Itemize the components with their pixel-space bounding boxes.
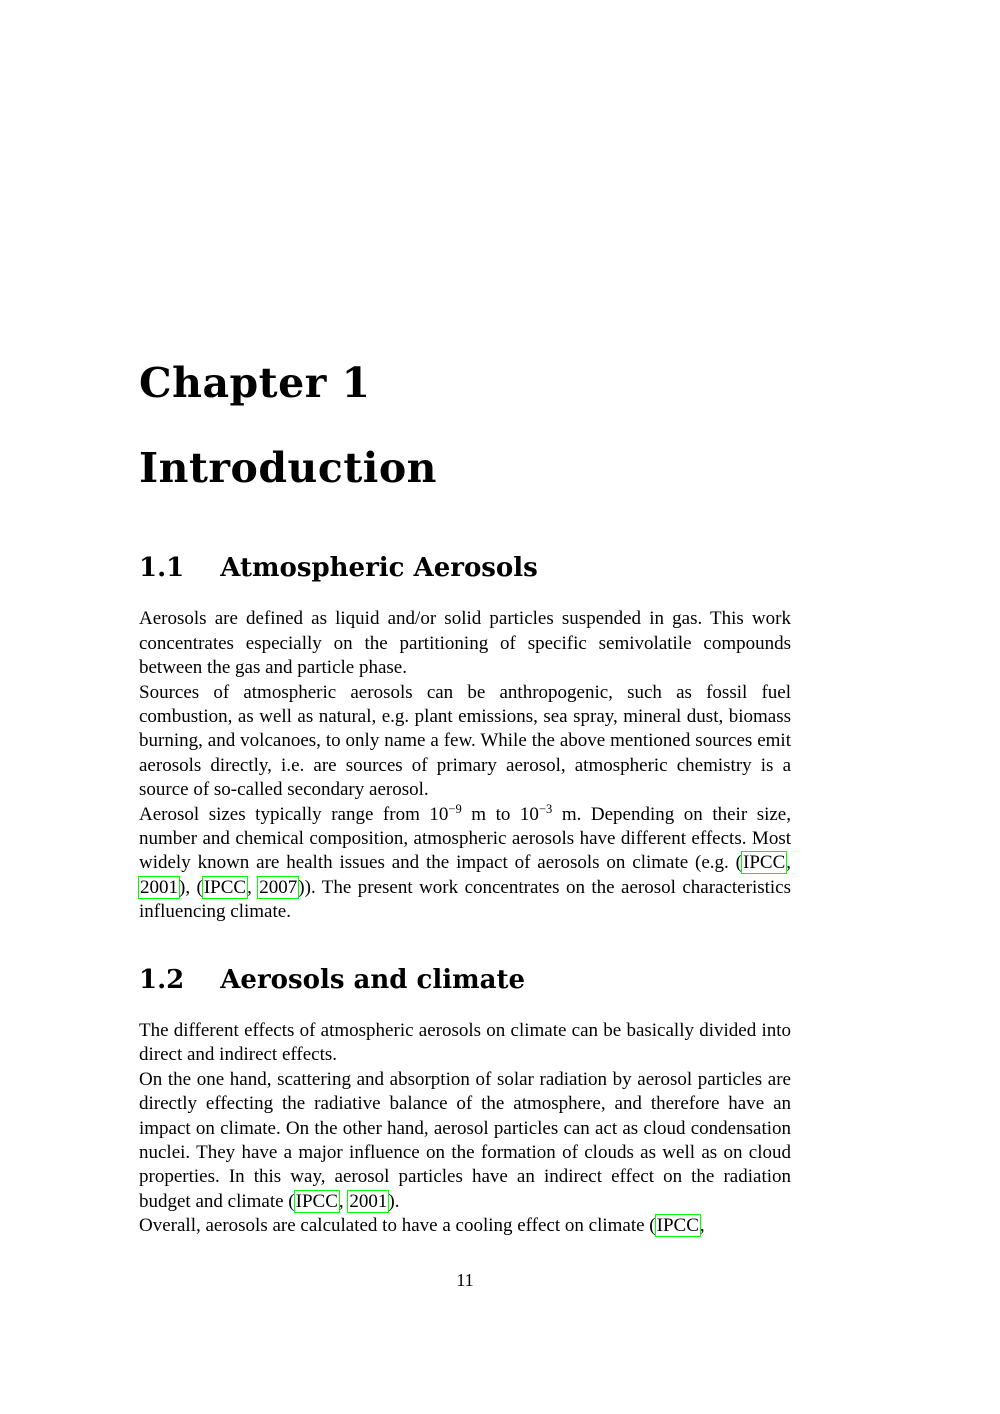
chapter-title-heading: Introduction bbox=[139, 444, 437, 492]
section-title: Aerosols and climate bbox=[220, 964, 526, 995]
paragraph: The different effects of atmospheric aerosols on climate can be basically divided into direct and indirect effects. bbox=[139, 1019, 791, 1066]
paragraph: Aerosols are defined as liquid and/or solid particles suspended in gas. This work concentrates especially on the partitioning of specific semivolatile compounds between the gas and particle phase. bbox=[139, 608, 791, 679]
paragraph: On the one hand, scattering and absorption of solar radiation by aerosol particles are directly effecting the radiative balance of the atmosphere, and therefore have an impact on climate. On the other hand, aerosol particles can act as cloud condensation nuclei. They have a major influence on the formation of clouds as well as on cloud properties. In this way, aerosol particles have an indirect effect on the radiation budget and climate (IPCC, 2001). bbox=[139, 1068, 791, 1212]
section-heading bbox=[139, 964, 791, 995]
paragraph: Overall, aerosols are calculated to have a cooling effect on climate (IPCC, bbox=[139, 1215, 705, 1237]
section-title: Atmospheric Aerosols bbox=[220, 553, 538, 583]
citation-link[interactable]: 2001 bbox=[349, 1190, 388, 1212]
text-column bbox=[139, 359, 792, 1239]
chapter-number-heading: Chapter 1 bbox=[139, 359, 371, 407]
paragraph: Aerosol sizes typically range from $10^{-9}$ m to $10^{-3}$ m. Depending on their size, number and chemical composition, atmospheric aerosols have different effects. Most widely known are health issues and the impact of aerosols on climate (e.g. (IPCC, 2001), (IPCC, 2007)). The present work concentrates on the aerosol characteristics influencing climate. bbox=[139, 801, 792, 923]
section-aerosols-and-climate bbox=[139, 964, 791, 1239]
citation-link[interactable]: IPCC bbox=[743, 852, 786, 874]
citation-link[interactable]: IPCC bbox=[656, 1215, 699, 1237]
section-number: 1.2 bbox=[139, 964, 185, 995]
paragraph: Sources of atmospheric aerosols can be anthropogenic, such as fossil fuel combustion, as well as natural, e.g. plant emissions, sea spray, mineral dust, biomass burning, and volcanoes, to only name a few. While the above mentioned sources emit aerosols directly, i.e. are sources of primary aerosol, atmospheric chemistry is a source of so-called secondary aerosol. bbox=[139, 681, 791, 801]
section-heading bbox=[139, 555, 791, 582]
citation-link[interactable]: 2007 bbox=[259, 876, 298, 898]
citation-link[interactable]: IPCC bbox=[295, 1190, 338, 1212]
superscript-exponent: −3 bbox=[538, 801, 553, 816]
section-atmospheric-aerosols bbox=[139, 555, 791, 925]
superscript-exponent: −9 bbox=[448, 801, 462, 816]
citation-link[interactable]: 2001 bbox=[140, 876, 178, 898]
section-number: 1.1 bbox=[139, 553, 185, 583]
section-body-text bbox=[139, 607, 791, 924]
section-body-text bbox=[139, 1019, 791, 1239]
citation-link[interactable]: IPCC bbox=[203, 876, 247, 898]
page-number: 11 bbox=[456, 1270, 474, 1290]
